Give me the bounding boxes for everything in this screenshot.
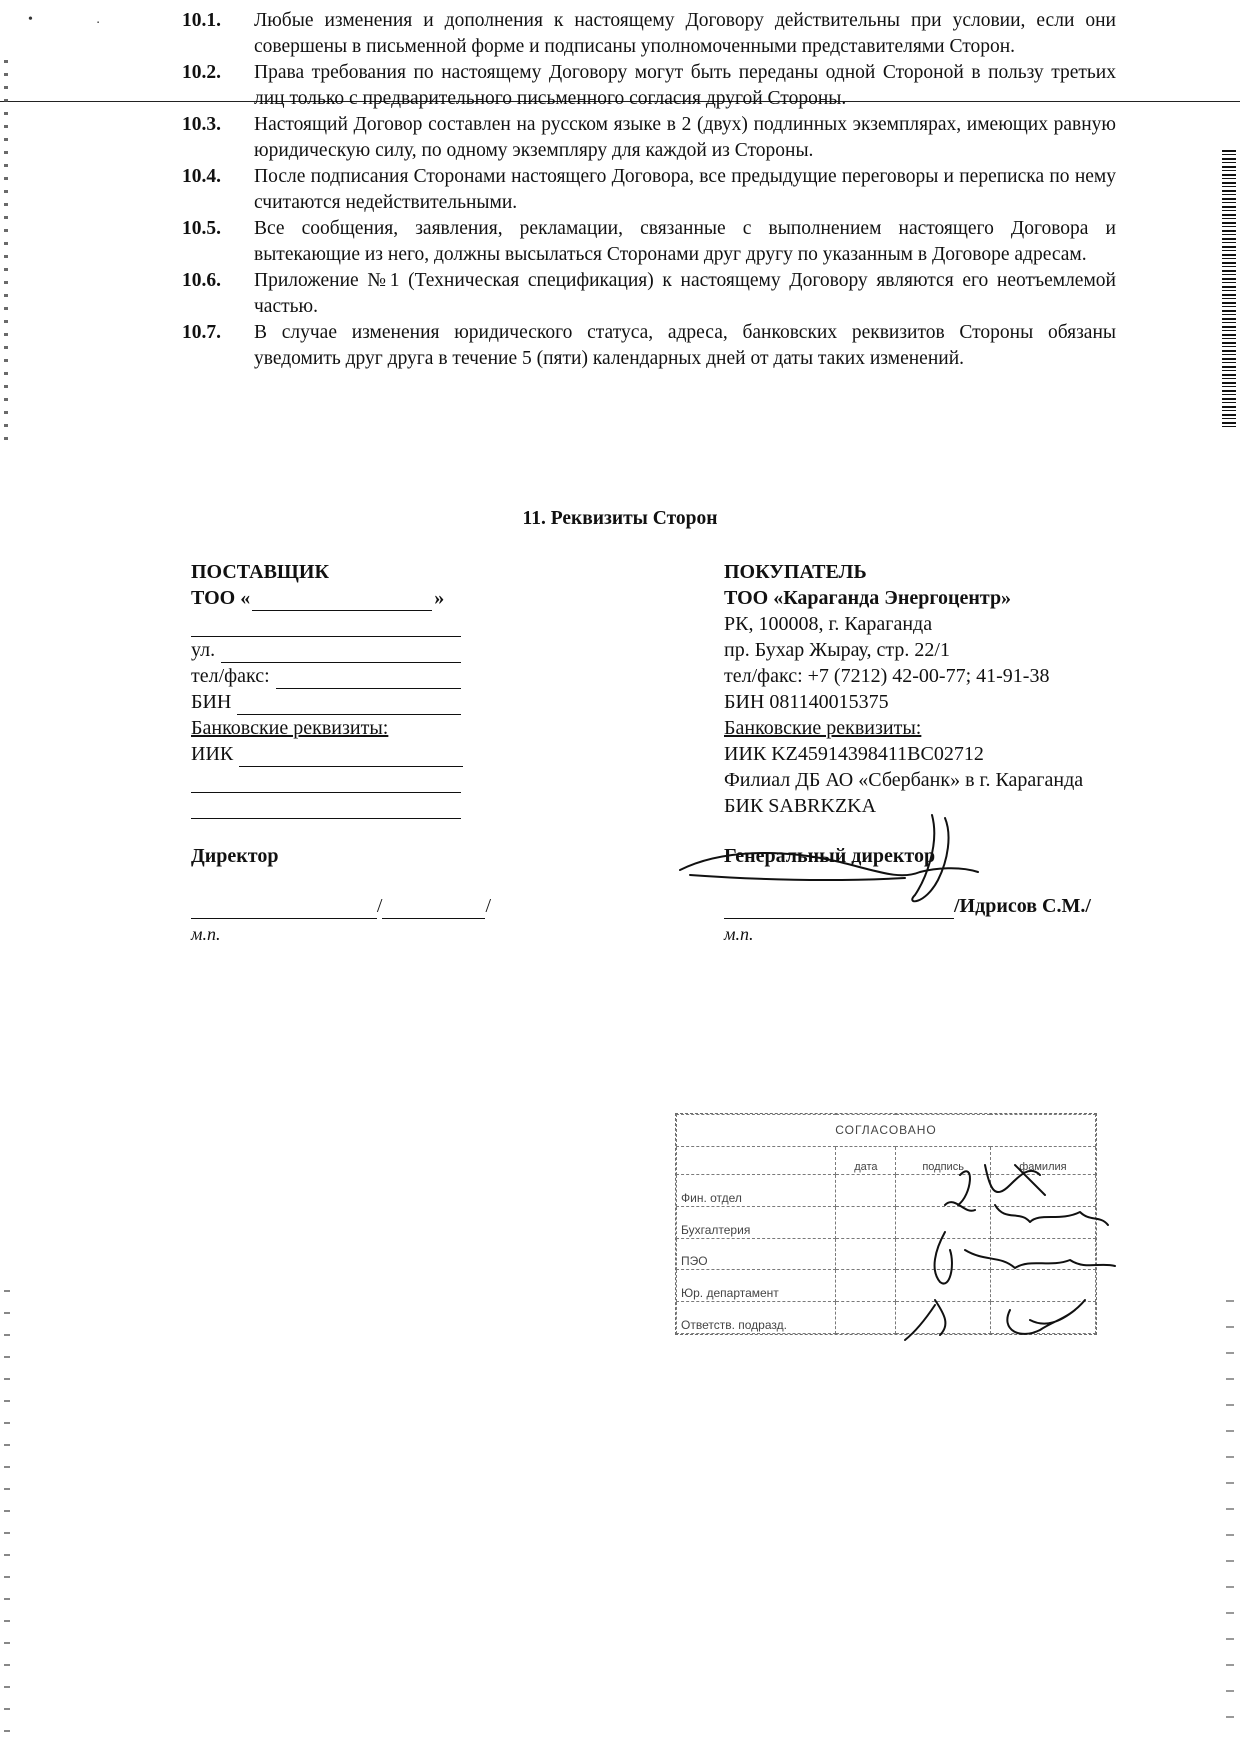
supplier-bank-label: Банковские реквизиты: <box>191 717 389 739</box>
approval-row <box>677 1206 1096 1238</box>
blank-line <box>191 793 461 819</box>
scan-edge-marks-right <box>1226 1300 1234 1740</box>
clause-text: В случае изменения юридического статуса, адреса, банковских реквизитов Стороны обязаны уведомить друг друга в течение 5 (пяти) календарных дней от даты таких изменений. <box>254 322 1116 369</box>
clause-text: Все сообщения, заявления, рекламации, связанные с выполнением настоящего Договора и вытекающие из него, должны высылаться Сторонами друг другу по указанным в Договоре адресам. <box>254 218 1116 265</box>
supplier-org-prefix: ТОО « <box>191 587 251 609</box>
supplier-phone-row <box>191 663 461 689</box>
approval-row <box>677 1238 1096 1270</box>
buyer-signature-line <box>724 893 1144 919</box>
supplier-details <box>191 559 491 947</box>
buyer-org: ТОО «Караганда Энергоцентр» <box>724 587 1012 609</box>
supplier-street-row <box>191 637 461 663</box>
approval-col-date: дата <box>836 1146 896 1174</box>
scan-edge-marks-left-lower <box>4 1290 10 1750</box>
clause <box>182 268 1116 320</box>
blank-line <box>191 767 461 793</box>
approval-row <box>677 1270 1096 1302</box>
clause <box>182 60 1116 112</box>
clause-number: 10.6. <box>182 270 221 291</box>
approval-row-label: Фин. отдел <box>677 1174 836 1206</box>
signature-blank <box>724 898 954 919</box>
supplier-heading: ПОСТАВЩИК <box>191 561 329 583</box>
supplier-phone-label: тел/факс: <box>191 665 270 687</box>
buyer-bank-label: Банковские реквизиты: <box>724 717 922 739</box>
clause-number: 10.1. <box>182 10 221 31</box>
approval-col-surname: фамилия <box>990 1146 1095 1174</box>
buyer-bik: БИК SABRKZKA <box>724 795 877 817</box>
approval-row-label: Юр. департамент <box>677 1270 836 1302</box>
supplier-seal-place: м.п. <box>191 924 221 944</box>
buyer-seal-place: м.п. <box>724 924 754 944</box>
approval-title: СОГЛАСОВАНО <box>677 1115 1096 1147</box>
buyer-signer: /Идрисов С.М./ <box>954 895 1091 917</box>
approval-row-label: ПЭО <box>677 1238 836 1270</box>
clause-number: 10.3. <box>182 114 221 135</box>
clause <box>182 164 1116 216</box>
section-title: 11. Реквизиты Сторон <box>522 508 718 529</box>
blank-field <box>221 643 461 663</box>
clause-text: Любые изменения и дополнения к настоящему Договору действительны при условии, если они совершены в письменной форме и подписаны уполномоченными представителями Сторон. <box>254 10 1116 57</box>
approval-row-label: Бухгалтерия <box>677 1206 836 1238</box>
buyer-details <box>724 559 1144 947</box>
clause-text: Приложение №1 (Техническая спецификация) к настоящему Договору являются его неотъемлемой частью. <box>254 270 1116 317</box>
sig-separator: / <box>376 895 383 917</box>
clause <box>182 216 1116 268</box>
supplier-iik-row <box>191 741 463 767</box>
supplier-bin-row <box>191 689 461 715</box>
sig-separator: / <box>485 895 491 917</box>
approval-table <box>676 1114 1096 1334</box>
buyer-heading: ПОКУПАТЕЛЬ <box>724 561 867 583</box>
clause-text: Права требования по настоящему Договору могут быть переданы одной Стороной в пользу третьих лиц только с предварительного письменного согласия другой Стороны. <box>254 62 1116 109</box>
clause-text: После подписания Сторонами настоящего Договора, все предыдущие переговоры и переписка по нему считаются недействительными. <box>254 166 1116 213</box>
buyer-bank-name: Филиал ДБ АО «Сбербанк» в г. Караганда <box>724 769 1084 791</box>
clauses-section <box>182 8 1116 372</box>
clause <box>182 8 1116 60</box>
approval-row-label: Ответств. подразд. <box>677 1302 836 1334</box>
name-blank <box>382 898 485 919</box>
supplier-director-label: Директор <box>191 845 279 867</box>
clause-number: 10.2. <box>182 62 221 83</box>
approval-row <box>677 1302 1096 1334</box>
clause <box>182 112 1116 164</box>
blank-field <box>239 747 463 767</box>
buyer-address-1: РК, 100008, г. Караганда <box>724 613 933 635</box>
buyer-iik: ИИК KZ45914398411BC02712 <box>724 743 984 765</box>
supplier-org-blank <box>252 591 432 611</box>
scan-edge-marks-left <box>4 60 8 440</box>
supplier-signature-line <box>191 893 491 919</box>
supplier-iik-label: ИИК <box>191 743 234 765</box>
approval-stamp <box>675 1113 1097 1335</box>
supplier-street-label: ул. <box>191 639 216 661</box>
blank-field <box>276 669 461 689</box>
supplier-bin-label: БИН <box>191 691 232 713</box>
approval-row <box>677 1174 1096 1206</box>
corner-marks: • . <box>28 12 130 27</box>
blank-field <box>237 695 461 715</box>
buyer-director-label: Генеральный директор <box>724 845 936 867</box>
clause <box>182 320 1116 372</box>
buyer-bin: БИН 081140015375 <box>724 691 889 713</box>
supplier-org-row <box>191 585 491 611</box>
approval-col-signature: подпись <box>896 1146 990 1174</box>
clause-text: Настоящий Договор составлен на русском языке в 2 (двух) подлинных экземплярах, имеющих равную юридическую силу, по одному экземпляру для каждой из Стороны. <box>254 114 1116 161</box>
supplier-org-suffix: » <box>434 587 445 609</box>
barcode <box>1222 150 1236 430</box>
signature-blank <box>191 898 377 919</box>
clause-number: 10.4. <box>182 166 221 187</box>
blank-line <box>191 611 461 637</box>
approval-corner-cell <box>677 1146 836 1174</box>
clause-number: 10.7. <box>182 322 221 343</box>
buyer-phone: тел/факс: +7 (7212) 42-00-77; 41-91-38 <box>724 665 1050 687</box>
buyer-address-2: пр. Бухар Жырау, стр. 22/1 <box>724 639 950 661</box>
clause-number: 10.5. <box>182 218 221 239</box>
